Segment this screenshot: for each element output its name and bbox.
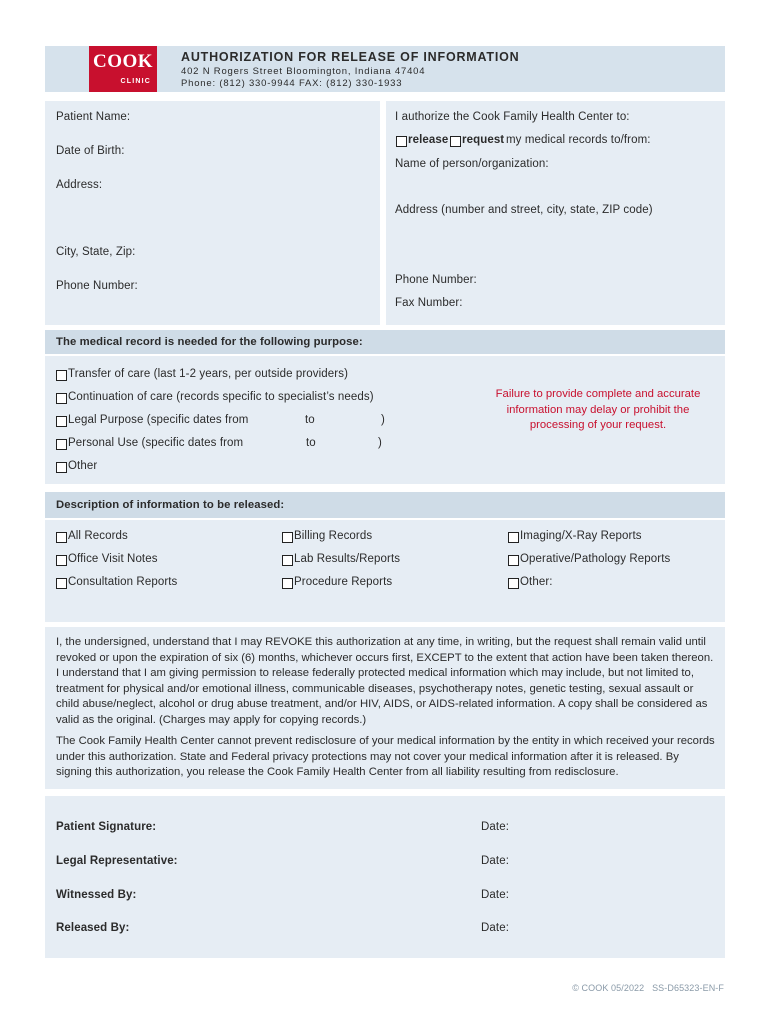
request-label: request xyxy=(462,134,505,146)
all-records-label: All Records xyxy=(68,530,128,542)
org-phone-label: Phone Number: xyxy=(395,274,477,286)
legal-rep-date: Date: xyxy=(481,855,509,867)
personal-use-label: Personal Use (specific dates from xyxy=(68,437,244,449)
warning-text: Failure to provide complete and accurate information may delay or prohibit the processing of your request. xyxy=(495,388,701,432)
operative-checkbox[interactable] xyxy=(508,555,519,566)
legal-purpose-label: Legal Purpose (specific dates from xyxy=(68,414,249,426)
consultation-checkbox[interactable] xyxy=(56,578,67,589)
legal-close-paren: ) xyxy=(381,414,385,426)
name-org-label: Name of person/organization: xyxy=(395,158,549,170)
logo-text: COOK xyxy=(92,51,154,72)
org-fax-label: Fax Number: xyxy=(395,297,463,309)
personal-use-checkbox[interactable] xyxy=(56,439,67,450)
released-by-date: Date: xyxy=(481,922,509,934)
clinic-address: 402 N Rogers Street Bloomington, Indiana 47404 xyxy=(181,66,426,77)
form-title: AUTHORIZATION FOR RELEASE OF INFORMATION xyxy=(181,50,520,64)
legal-to-word: to xyxy=(305,414,315,426)
procedure-checkbox[interactable] xyxy=(282,578,293,589)
witnessed-by-label: Witnessed By: xyxy=(56,889,137,901)
patient-name-label: Patient Name: xyxy=(56,111,131,123)
patient-phone-label: Phone Number: xyxy=(56,280,138,292)
imaging-checkbox[interactable] xyxy=(508,532,519,543)
billing-checkbox[interactable] xyxy=(282,532,293,543)
records-text: my medical records to/from: xyxy=(506,134,651,146)
org-address-label: Address (number and street, city, state, ZIP code) xyxy=(395,204,653,216)
redisclosure-paragraph: The Cook Family Health Center cannot prevent redisclosure of your medical information by the entity in which received your records under this authorization. State and Federal privacy protections may not cover your medical information after it is released. By signing this authorization, you release the Cook Family Health Center from all liability resulting from redisclosure. xyxy=(56,735,715,779)
consultation-label: Consultation Reports xyxy=(68,576,178,588)
imaging-label: Imaging/X-Ray Reports xyxy=(520,530,642,542)
all-records-checkbox[interactable] xyxy=(56,532,67,543)
personal-to-word: to xyxy=(306,437,316,449)
cook-clinic-logo xyxy=(89,46,157,92)
lab-results-label: Lab Results/Reports xyxy=(294,553,401,565)
patient-signature-date: Date: xyxy=(481,821,509,833)
footer-code: © COOK 05/2022 SS-D65323-EN-F xyxy=(572,983,724,993)
released-by-label: Released By: xyxy=(56,922,130,934)
other-purpose-checkbox[interactable] xyxy=(56,462,67,473)
other-info-label: Other: xyxy=(520,576,553,588)
patient-signature-label: Patient Signature: xyxy=(56,821,157,833)
release-label: release xyxy=(408,134,449,146)
operative-label: Operative/Pathology Reports xyxy=(520,553,671,565)
continuation-care-label: Continuation of care (records specific to specialist’s needs) xyxy=(68,391,374,403)
logo-subtext: CLINIC xyxy=(120,78,151,85)
authorize-intro: I authorize the Cook Family Health Center to: xyxy=(395,111,630,123)
procedure-label: Procedure Reports xyxy=(294,576,393,588)
description-heading: Description of information to be released: xyxy=(56,499,285,511)
other-purpose-label: Other xyxy=(68,460,98,472)
release-checkbox[interactable] xyxy=(396,136,407,147)
transfer-care-checkbox[interactable] xyxy=(56,370,67,381)
personal-close-paren: ) xyxy=(378,437,382,449)
office-visit-checkbox[interactable] xyxy=(56,555,67,566)
office-visit-label: Office Visit Notes xyxy=(68,553,158,565)
other-info-checkbox[interactable] xyxy=(508,578,519,589)
clinic-phone: Phone: (812) 330-9944 FAX: (812) 330-1933 xyxy=(181,78,403,89)
purpose-heading: The medical record is needed for the following purpose: xyxy=(56,336,363,348)
dob-label: Date of Birth: xyxy=(56,145,125,157)
billing-label: Billing Records xyxy=(294,530,373,542)
patient-address-label: Address: xyxy=(56,179,103,191)
revoke-paragraph: I, the undersigned, understand that I may REVOKE this authorization at any time, in writing, but the request shall remain valid until revoked or upon the expiration of six (6) months, whichever occurs first, EXCEPT to the extent that action have been taken thereon. I understand that I am giving permission to release federally protected medical information which may include, but not limited to, treatment for physical and/or emotional illness, communicable diseases, psychotherapy notes, genetic testing, sexual assault or child abuse/neglect, alcohol or drug abuse treatment, and/or HIV, AIDS, or AIDS-related information. A copy shall be considered as valid as the original. (Charges may apply for copying records.) xyxy=(56,636,714,726)
continuation-care-checkbox[interactable] xyxy=(56,393,67,404)
legal-rep-label: Legal Representative: xyxy=(56,855,178,867)
city-state-zip-label: City, State, Zip: xyxy=(56,246,136,258)
legal-purpose-checkbox[interactable] xyxy=(56,416,67,427)
witnessed-by-date: Date: xyxy=(481,889,509,901)
transfer-care-label: Transfer of care (last 1-2 years, per outside providers) xyxy=(68,368,349,380)
lab-results-checkbox[interactable] xyxy=(282,555,293,566)
request-checkbox[interactable] xyxy=(450,136,461,147)
